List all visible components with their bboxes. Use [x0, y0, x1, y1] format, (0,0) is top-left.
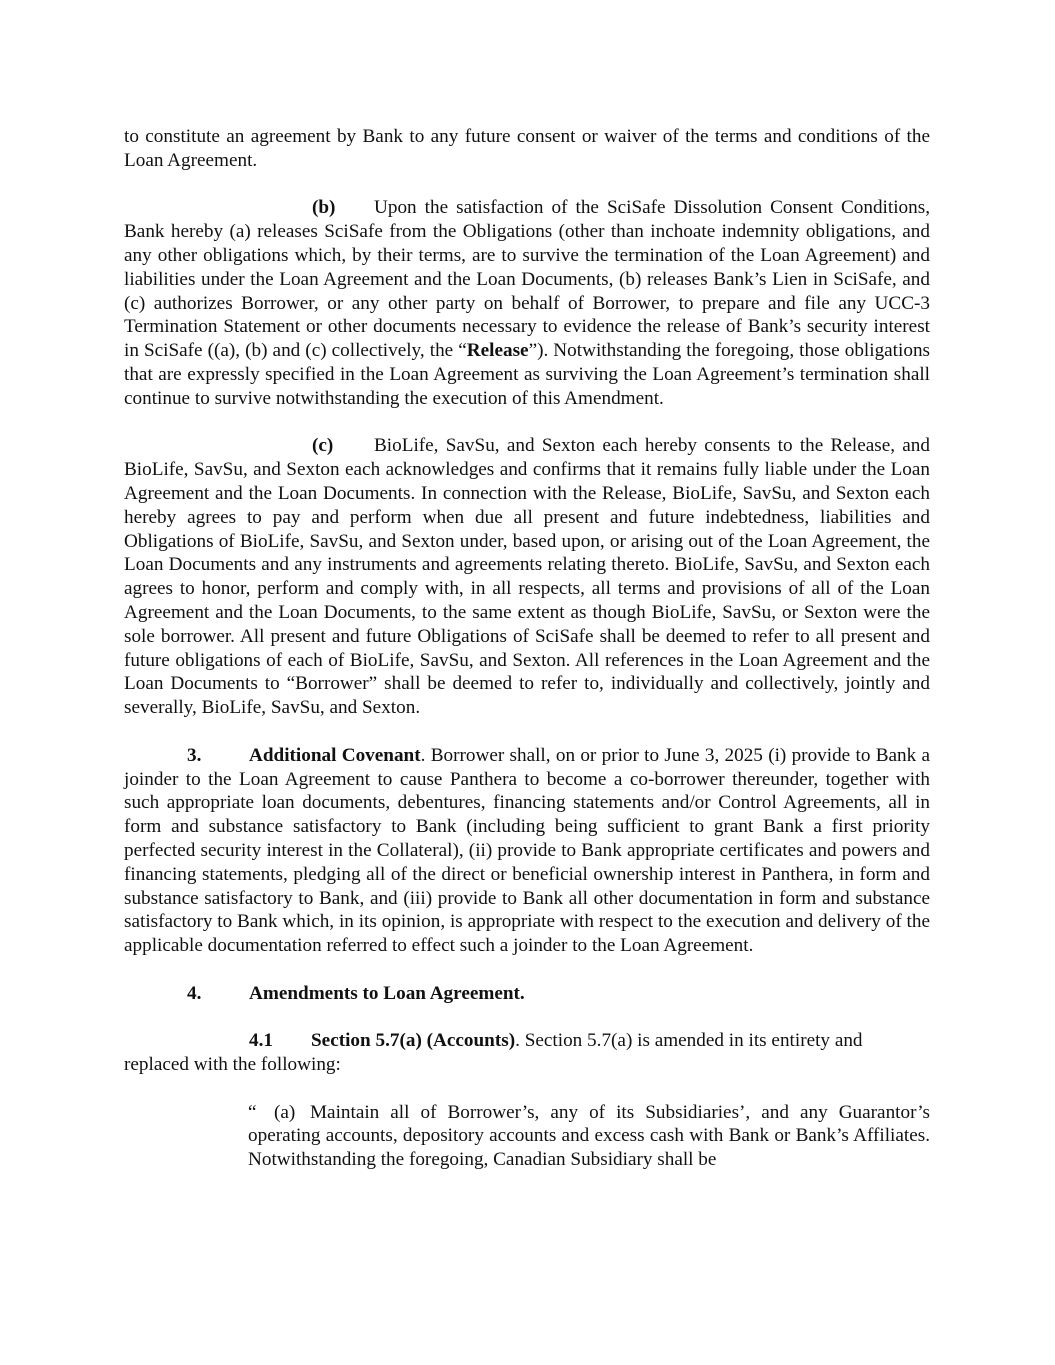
- section-4-number: 4.: [187, 982, 202, 1004]
- quote-label: (a): [274, 1101, 296, 1123]
- section-4-1-heading: Section 5.7(a) (Accounts): [311, 1030, 516, 1052]
- quoted-section-5-7-a: [248, 1101, 930, 1172]
- paragraph-b-text-1: Upon the satisfaction of the SciSafe Dissolution Consent Conditions, Bank hereby (a) releases SciSafe from the Obligations (other than inchoate indemnity obligations, and any other obligations which, by their terms, are to survive the termination of the Loan Agreement) and liabilities under the Loan Agreement and the Loan Documents, (b) releases Bank’s Lien in SciSafe, and (c) authorizes Borrower, or any other party on behalf of Borrower, to prepare and file any UCC-3 Termination Statement or other documents necessary to evidence the release of Bank’s security interest in SciSafe ((a), (b) and (c) collectively, the “: [124, 197, 930, 362]
- section-3-number: 3.: [187, 744, 202, 766]
- section-4: [124, 982, 930, 1006]
- section-3-heading: Additional Covenant: [249, 744, 421, 766]
- paragraph-b-text-2: ”). Notwithstanding the foregoing, those obligations that are expressly specified in the Loan Agreement as surviving the Loan Agreement’s termination shall continue to survive notwithstanding the execution of this Amendment.: [124, 340, 930, 409]
- section-4-1: [124, 1029, 930, 1077]
- section-4-1-text: . Section 5.7(a) is amended in its entirety and replaced with the following:: [124, 1030, 863, 1076]
- paragraph-b: [124, 196, 930, 410]
- quote-text: Maintain all of Borrower’s, any of its Subsidiaries’, and any Guarantor’s operating accounts, depository accounts and excess cash with Bank or Bank’s Affiliates. Notwithstanding the foregoing, Canadian Subsidiary shall be: [248, 1101, 930, 1171]
- quote-open-mark: “: [248, 1101, 257, 1123]
- document-page: [124, 125, 930, 1172]
- section-4-heading: Amendments to Loan Agreement.: [249, 982, 525, 1004]
- paragraph-b-label: (b): [312, 197, 336, 219]
- paragraph-c-text: BioLife, SavSu, and Sexton each hereby consents to the Release, and BioLife, SavSu, and Sexton each acknowledges and confirms that it remains fully liable under the Loan Agreement and the Loan Documents. In connection with the Release, BioLife, SavSu, and Sexton each hereby agrees to pay and perform when due all present and future indebtedness, liabilities and Obligations of BioLife, SavSu, and Sexton under, based upon, or arising out of the Loan Agreement, the Loan Documents and any instruments and agreements relating thereto. BioLife, SavSu, and Sexton each agrees to honor, perform and comply with, in all respects, all terms and provisions of all of the Loan Agreement and the Loan Documents, to the same extent as though BioLife, SavSu, or Sexton were the sole borrower. All present and future Obligations of SciSafe shall be deemed to refer to all present and future obligations of each of BioLife, SavSu, and Sexton. All references in the Loan Agreement and the Loan Documents to “Borrower” shall be deemed to refer to, individually and collectively, jointly and severally, BioLife, SavSu, and Sexton.: [124, 435, 930, 719]
- section-3-text: . Borrower shall, on or prior to June 3, 2025 (i) provide to Bank a joinder to the Loan Agreement to cause Panthera to become a co-borrower thereunder, together with such appropriate loan documents, debentures, financing statements and/or Control Agreements, all in form and substance satisfactory to Bank (including being sufficient to grant Bank a first priority perfected security interest in the Collateral), (ii) provide to Bank appropriate certificates and powers and financing statements, pledging all of the direct or beneficial ownership interest in Panthera, in form and substance satisfactory to Bank, and (iii) provide to Bank all other documentation in form and substance satisfactory to Bank which, in its opinion, is appropriate with respect to the execution and delivery of the applicable documentation referred to effect such a joinder to the Loan Agreement.: [124, 744, 931, 957]
- paragraph-c-label: (c): [312, 435, 334, 457]
- defined-term-release: Release: [466, 340, 529, 362]
- section-4-1-number: 4.1: [249, 1030, 273, 1052]
- paragraph-c: [124, 434, 930, 720]
- section-3: [124, 744, 930, 958]
- intro-paragraph: [124, 125, 930, 173]
- intro-text: to constitute an agreement by Bank to any future consent or waiver of the terms and conditions of the Loan Agreement.: [124, 126, 930, 171]
